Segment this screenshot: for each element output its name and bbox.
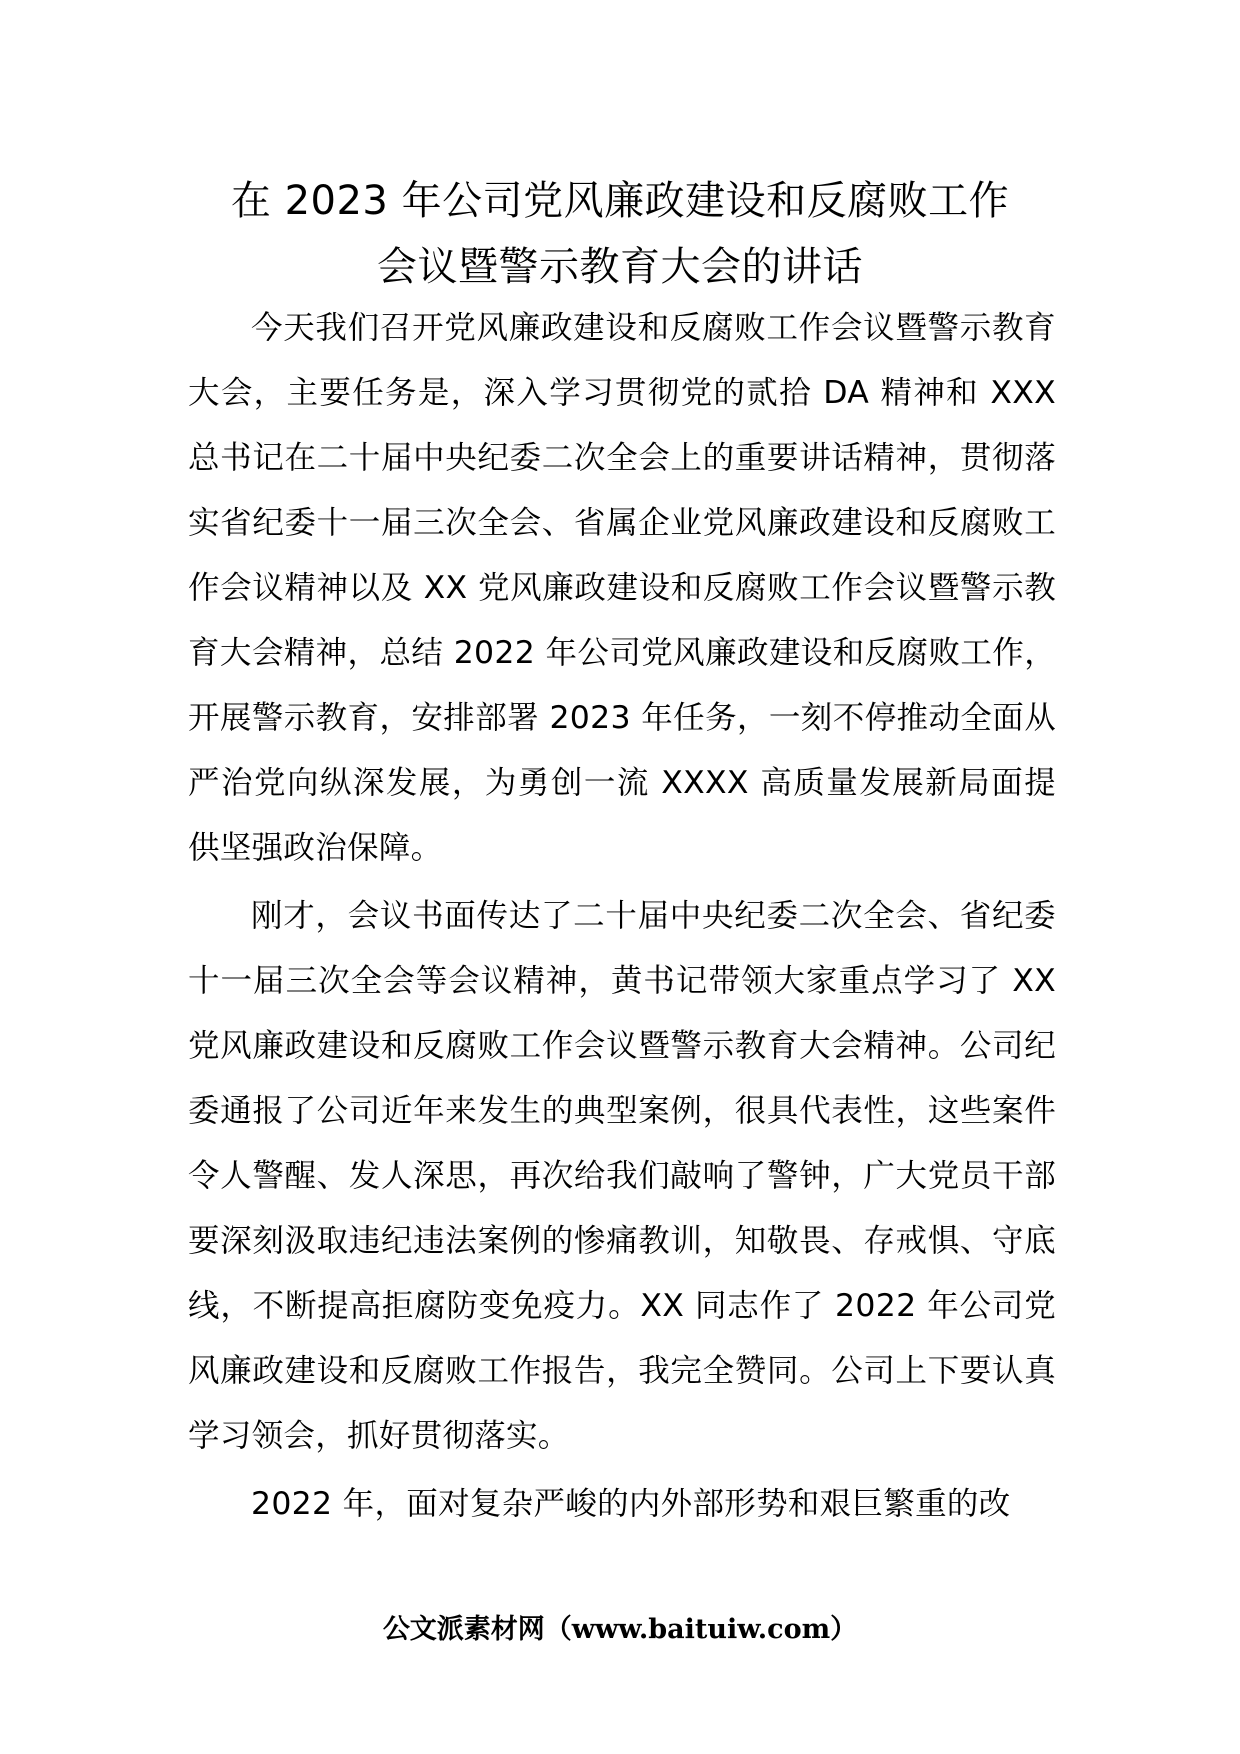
footer-watermark: 公文派素材网（www.baituiw.com） xyxy=(382,1614,858,1645)
title-line-2: 会议暨警示教育大会的讲话 xyxy=(377,244,863,290)
document-body xyxy=(188,296,1056,1540)
paragraph-1: 今天我们召开党风廉政建设和反腐败工作会议暨警示教育大会，主要任务是，深入学习贯彻党的贰拾 DA 精神和 XXX 总书记在二十届中央纪委二次全会上的重要讲话精神，贯彻落实省纪委十一届三次全会、省属企业党风廉政建设和反腐败工作会议精神以及 XX 党风廉政建设和反腐败工作会议暨警示教育大会精神，总结 2022 年公司党风廉政建设和反腐败工作，开展警示教育，安排部署 2023 年任务，一刻不停推动全面从严治党向纵深发展，为勇创一流 XXXX 高质量发展新局面提供坚强政治保障。 xyxy=(188,310,1056,866)
paragraph-2: 刚才，会议书面传达了二十届中央纪委二次全会、省纪委十一届三次全会等会议精神，黄书记带领大家重点学习了 XX 党风廉政建设和反腐败工作会议暨警示教育大会精神。公司纪委通报了公司近年来发生的典型案例，很具代表性，这些案件令人警醒、发人深思，再次给我们敲响了警钟，广大党员干部要深刻汲取违纪违法案例的惨痛教训，知敬畏、存戒惧、守底线，不断提高拒腐防变免疫力。XX 同志作了 2022 年公司党风廉政建设和反腐败工作报告，我完全赞同。公司上下要认真学习领会，抓好贯彻落实。 xyxy=(188,898,1056,1454)
document-title xyxy=(150,168,1090,300)
title-line-1: 在 2023 年公司党风廉政建设和反腐败工作 xyxy=(230,178,1010,224)
paragraph-3: 2022 年，面对复杂严峻的内外部形势和艰巨繁重的改 xyxy=(251,1486,1011,1522)
